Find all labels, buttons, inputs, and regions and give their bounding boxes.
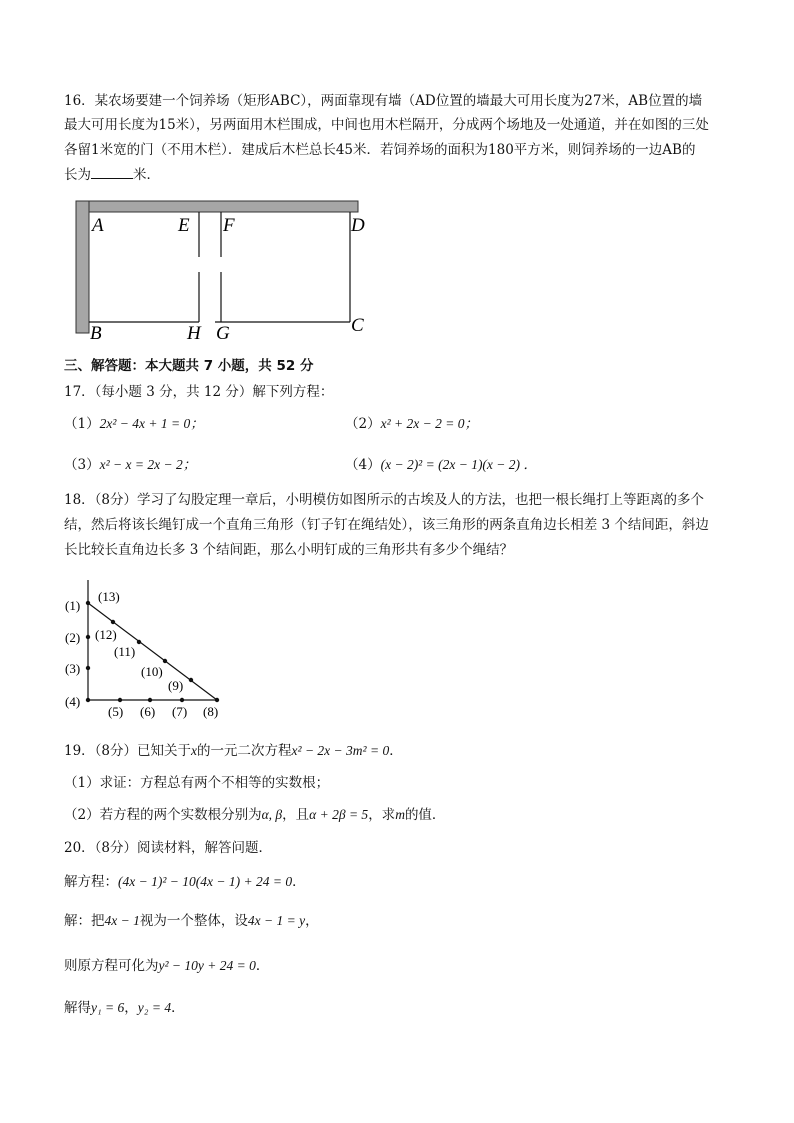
- knot-dot: [215, 698, 219, 702]
- knot-label: (13): [98, 589, 120, 604]
- q16-line3: 各留1米宽的门（不用木栏）．建成后木栏总长45米．若饲养场的面积为180平方米，则饲养场的一边AB的: [64, 142, 696, 158]
- q17-part2-label: （2）: [345, 416, 381, 432]
- q20-line1: [64, 872, 306, 892]
- q18-line2: 结，然后将该长绳钉成一个直角三角形（钉子钉在绳结处），该三角形的两条直角边长相差 3 个结间距，斜边: [64, 517, 709, 533]
- q16-line4: [64, 164, 160, 185]
- section-title: 三、解答题：本大题共 7 小题，共 52 分: [64, 358, 314, 374]
- q17-intro: 17．（每小题 3 分，共 12 分）解下列方程：: [64, 384, 334, 400]
- knot-dot: [118, 698, 122, 702]
- hypotenuse: [88, 603, 217, 700]
- knot-dot: [86, 635, 90, 639]
- knot-label: (12): [95, 627, 117, 642]
- q20-l3-pre: 则原方程可化为: [64, 958, 159, 974]
- knot-label: (3): [65, 661, 81, 676]
- label-g: G: [216, 323, 230, 340]
- q20-l2-pre: 解：把: [64, 913, 105, 929]
- top-wall: [76, 201, 358, 212]
- q17-part4: [345, 455, 537, 475]
- q18-line3: 长比较长直角边长多 3 个结间距，那么小明钉成的三角形共有多少个绳结？: [64, 542, 514, 558]
- knot-label: (1): [65, 598, 81, 613]
- knot-label: (7): [172, 704, 188, 719]
- q20-l1-eq: (4x − 1)² − 10(4x − 1) + 24 = 0: [118, 874, 293, 889]
- knot-label: (9): [168, 678, 184, 693]
- q19-p2-pre: （2）若方程的两个实数根分别为: [64, 807, 262, 823]
- label-h: H: [187, 323, 201, 340]
- q20-l2-post: ，: [305, 913, 319, 929]
- knot-dot: [180, 698, 184, 702]
- knot-dot: [163, 659, 167, 663]
- q17-part4-eq: (x − 2)² = (2x − 1)(x − 2) ．: [380, 457, 537, 472]
- q20-intro: 20．（8分）阅读材料，解答问题．: [64, 840, 273, 856]
- q20-l2-expr: 4x − 1: [104, 913, 140, 928]
- knot-dot: [148, 698, 152, 702]
- label-c: C: [351, 315, 364, 336]
- q16-line2: 最大可用长度为15米），另两面用木栏围成，中间也用木栏隔开，分成两个场地及一处通道，并在如图的三处: [64, 117, 709, 133]
- q19-p2-mid: ，且: [282, 807, 310, 823]
- q19-part2: [64, 805, 445, 825]
- q17-part3-label: （3）: [64, 457, 100, 473]
- label-e: E: [178, 215, 190, 236]
- knot-label: (2): [65, 630, 81, 645]
- q20-l4-eq2: y₂ = 4: [137, 1000, 172, 1015]
- wall-corner: [77, 202, 88, 212]
- knot-label: (11): [114, 644, 136, 659]
- q17-part1-eq: 2x² − 4x + 1 = 0；: [99, 416, 204, 431]
- q20-l2-eq: 4x − 1 = y: [247, 913, 306, 928]
- q20-l4-eq1: y₁ = 6: [91, 1000, 125, 1015]
- q20-l4-pre: 解得: [64, 1000, 91, 1016]
- q20-l3-eq: y² − 10y + 24 = 0: [158, 958, 256, 973]
- label-d: D: [351, 215, 365, 236]
- q17-part2-eq: x² + 2x − 2 = 0；: [380, 416, 478, 431]
- knot-label: (10): [141, 664, 163, 679]
- q18-figure: [62, 578, 232, 723]
- answer-blank: [91, 164, 133, 179]
- q19-p2-mid2: ，求: [368, 807, 396, 823]
- q20-line4: [64, 998, 185, 1018]
- left-wall: [76, 201, 89, 333]
- knot-label: (4): [65, 694, 81, 709]
- knot-dot: [86, 698, 90, 702]
- knot-dot: [111, 620, 115, 624]
- q20-line3: [64, 956, 269, 976]
- q16-line1: 16．某农场要建一个饲养场（矩形ABC），两面靠现有墙（AD位置的墙最大可用长度为27米，AB位置的墙: [64, 93, 703, 109]
- q19-line1: [64, 741, 403, 761]
- q19-l1-var: x: [191, 743, 198, 758]
- q18-line1: 18．（8分）学习了勾股定理一章后，小明模仿如图所示的古埃及人的方法，也把一根长绳打上等距离的多个: [64, 492, 705, 508]
- knot-label: (8): [203, 704, 219, 719]
- knot-dot: [137, 640, 141, 644]
- label-f: F: [223, 215, 235, 236]
- knot-label: (6): [140, 704, 156, 719]
- q19-part1: （1）求证：方程总有两个不相等的实数根；: [64, 775, 330, 791]
- q20-line2: [64, 911, 319, 931]
- q20-l4-sep: ，: [124, 1000, 138, 1016]
- q20-l1-pre: 解方程：: [64, 874, 118, 890]
- q19-l1-post: ．: [389, 743, 403, 759]
- q20-l1-post: ．: [292, 874, 306, 890]
- q19-l1-mid: 的一元二次方程: [197, 743, 292, 759]
- q17-part4-label: （4）: [345, 457, 381, 473]
- q19-p2-post: 的值．: [404, 807, 446, 823]
- q19-p2-eq: α + 2β = 5: [309, 807, 369, 822]
- q20-l3-post: ．: [255, 958, 270, 974]
- q20-l2-mid: 视为一个整体，设: [139, 913, 248, 929]
- q17-part1-label: （1）: [64, 416, 100, 432]
- q20-l4-post: ．: [171, 1000, 185, 1016]
- knot-label: (5): [108, 704, 124, 719]
- q17-part2: [345, 414, 478, 434]
- label-b: B: [90, 323, 102, 340]
- q17-part1: [64, 414, 204, 434]
- knot-dot: [86, 601, 90, 605]
- q17-part3-eq: x² − x = 2x − 2；: [99, 457, 197, 472]
- q17-part3: [64, 455, 196, 475]
- label-a: A: [92, 215, 104, 236]
- q16-line4-pre: 长为: [64, 167, 91, 183]
- q16-figure: [70, 195, 380, 340]
- q16-line4-post: 米．: [133, 167, 160, 183]
- q19-l1-pre: 19．（8分）已知关于: [64, 743, 192, 759]
- q19-l1-eq: x² − 2x − 3m² = 0: [291, 743, 390, 758]
- q19-p2-var: m: [395, 807, 405, 822]
- knot-dot: [189, 678, 193, 682]
- knot-dot: [86, 666, 90, 670]
- q19-p2-roots: α, β: [261, 807, 283, 822]
